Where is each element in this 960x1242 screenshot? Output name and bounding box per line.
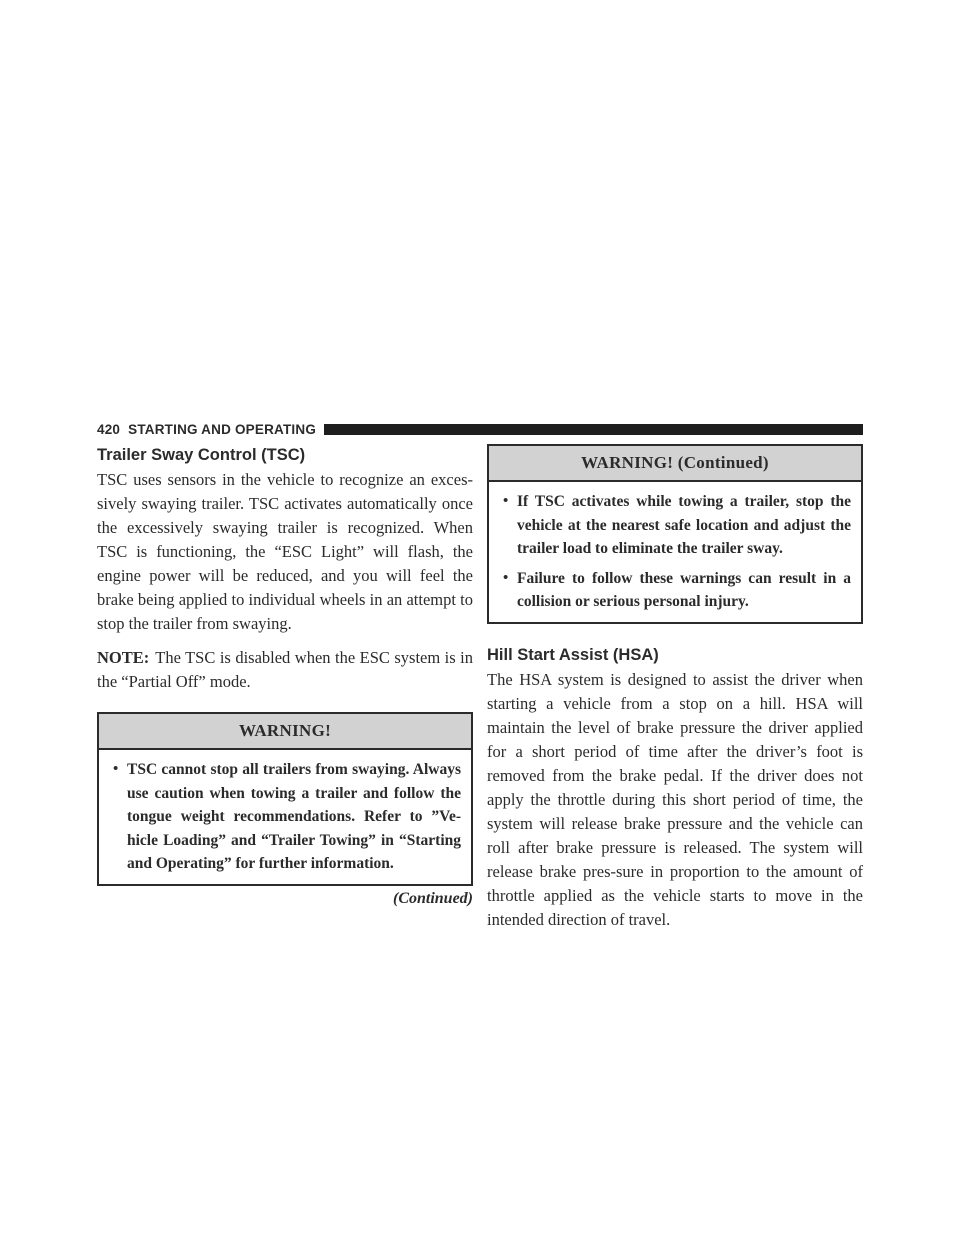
- warning-title: WARNING!: [99, 714, 471, 750]
- bullet-icon: •: [113, 761, 119, 777]
- warning-continued-box: [487, 444, 863, 624]
- note-text: The TSC is disabled when the ESC system is in the “Partial Off” mode.: [97, 648, 473, 691]
- right-column: [487, 444, 863, 932]
- warning-item: [503, 567, 851, 614]
- bullet-icon: •: [503, 569, 509, 586]
- warning-item-text: If TSC activates while towing a trailer, stop the vehicle at the nearest safe location and adjust the trailer load to eliminate the trailer sway.: [517, 493, 851, 557]
- note-label: NOTE:: [97, 648, 150, 667]
- section-title: STARTING AND OPERATING: [128, 421, 317, 437]
- bullet-icon: •: [503, 493, 509, 509]
- continued-label: (Continued): [392, 889, 473, 907]
- tsc-note: [97, 646, 473, 694]
- hsa-paragraph: The HSA system is designed to assist the driver when starting a vehicle from a stop on a hill. HSA will maintain the level of brake pressure the driver applied for a short period of time after the driver’s foot is removed from the brake pedal. If the driver does not apply the throttle during this short period of time, the system will release brake pressure and the vehicle can roll after brake pressure is released. The system will release brake pres-sure in proportion to the amount of throttle applied as the vehicle starts to move in the intended direction of travel.: [487, 669, 863, 929]
- warning-box: [97, 712, 473, 886]
- warning-item-text: TSC cannot stop all trailers from swaying. Always use caution when towing a trailer and follow the tongue weight recommendations. Refer to ”Ve-hicle Loading” and “Trailer Towing” in “Starting and Operating” for further information.: [127, 761, 461, 872]
- page-number: 420: [97, 421, 121, 437]
- left-column: [97, 444, 473, 911]
- tsc-paragraph: TSC uses sensors in the vehicle to recognize an exces-sively swaying trailer. TSC activates automatically once the excessively swaying trailer is recognized. When TSC is functioning, the “ESC Light” will flash, the engine power will be reduced, and you will feel the brake being applied to individual wheels in an attempt to stop the trailer from swaying.: [97, 470, 473, 633]
- warning-continued-title: WARNING! (Continued): [489, 446, 861, 482]
- page-header: [97, 420, 863, 438]
- warning-item-text: Failure to follow these warnings can result in a collision or serious personal injury.: [517, 569, 851, 610]
- tsc-heading: Trailer Sway Control (TSC): [97, 446, 306, 464]
- warning-item: [113, 758, 461, 876]
- hsa-heading: Hill Start Assist (HSA): [487, 645, 659, 664]
- warning-continued-body: [489, 482, 861, 622]
- warning-body: [99, 750, 471, 884]
- warning-item: [503, 490, 851, 561]
- header-rule: [324, 424, 863, 435]
